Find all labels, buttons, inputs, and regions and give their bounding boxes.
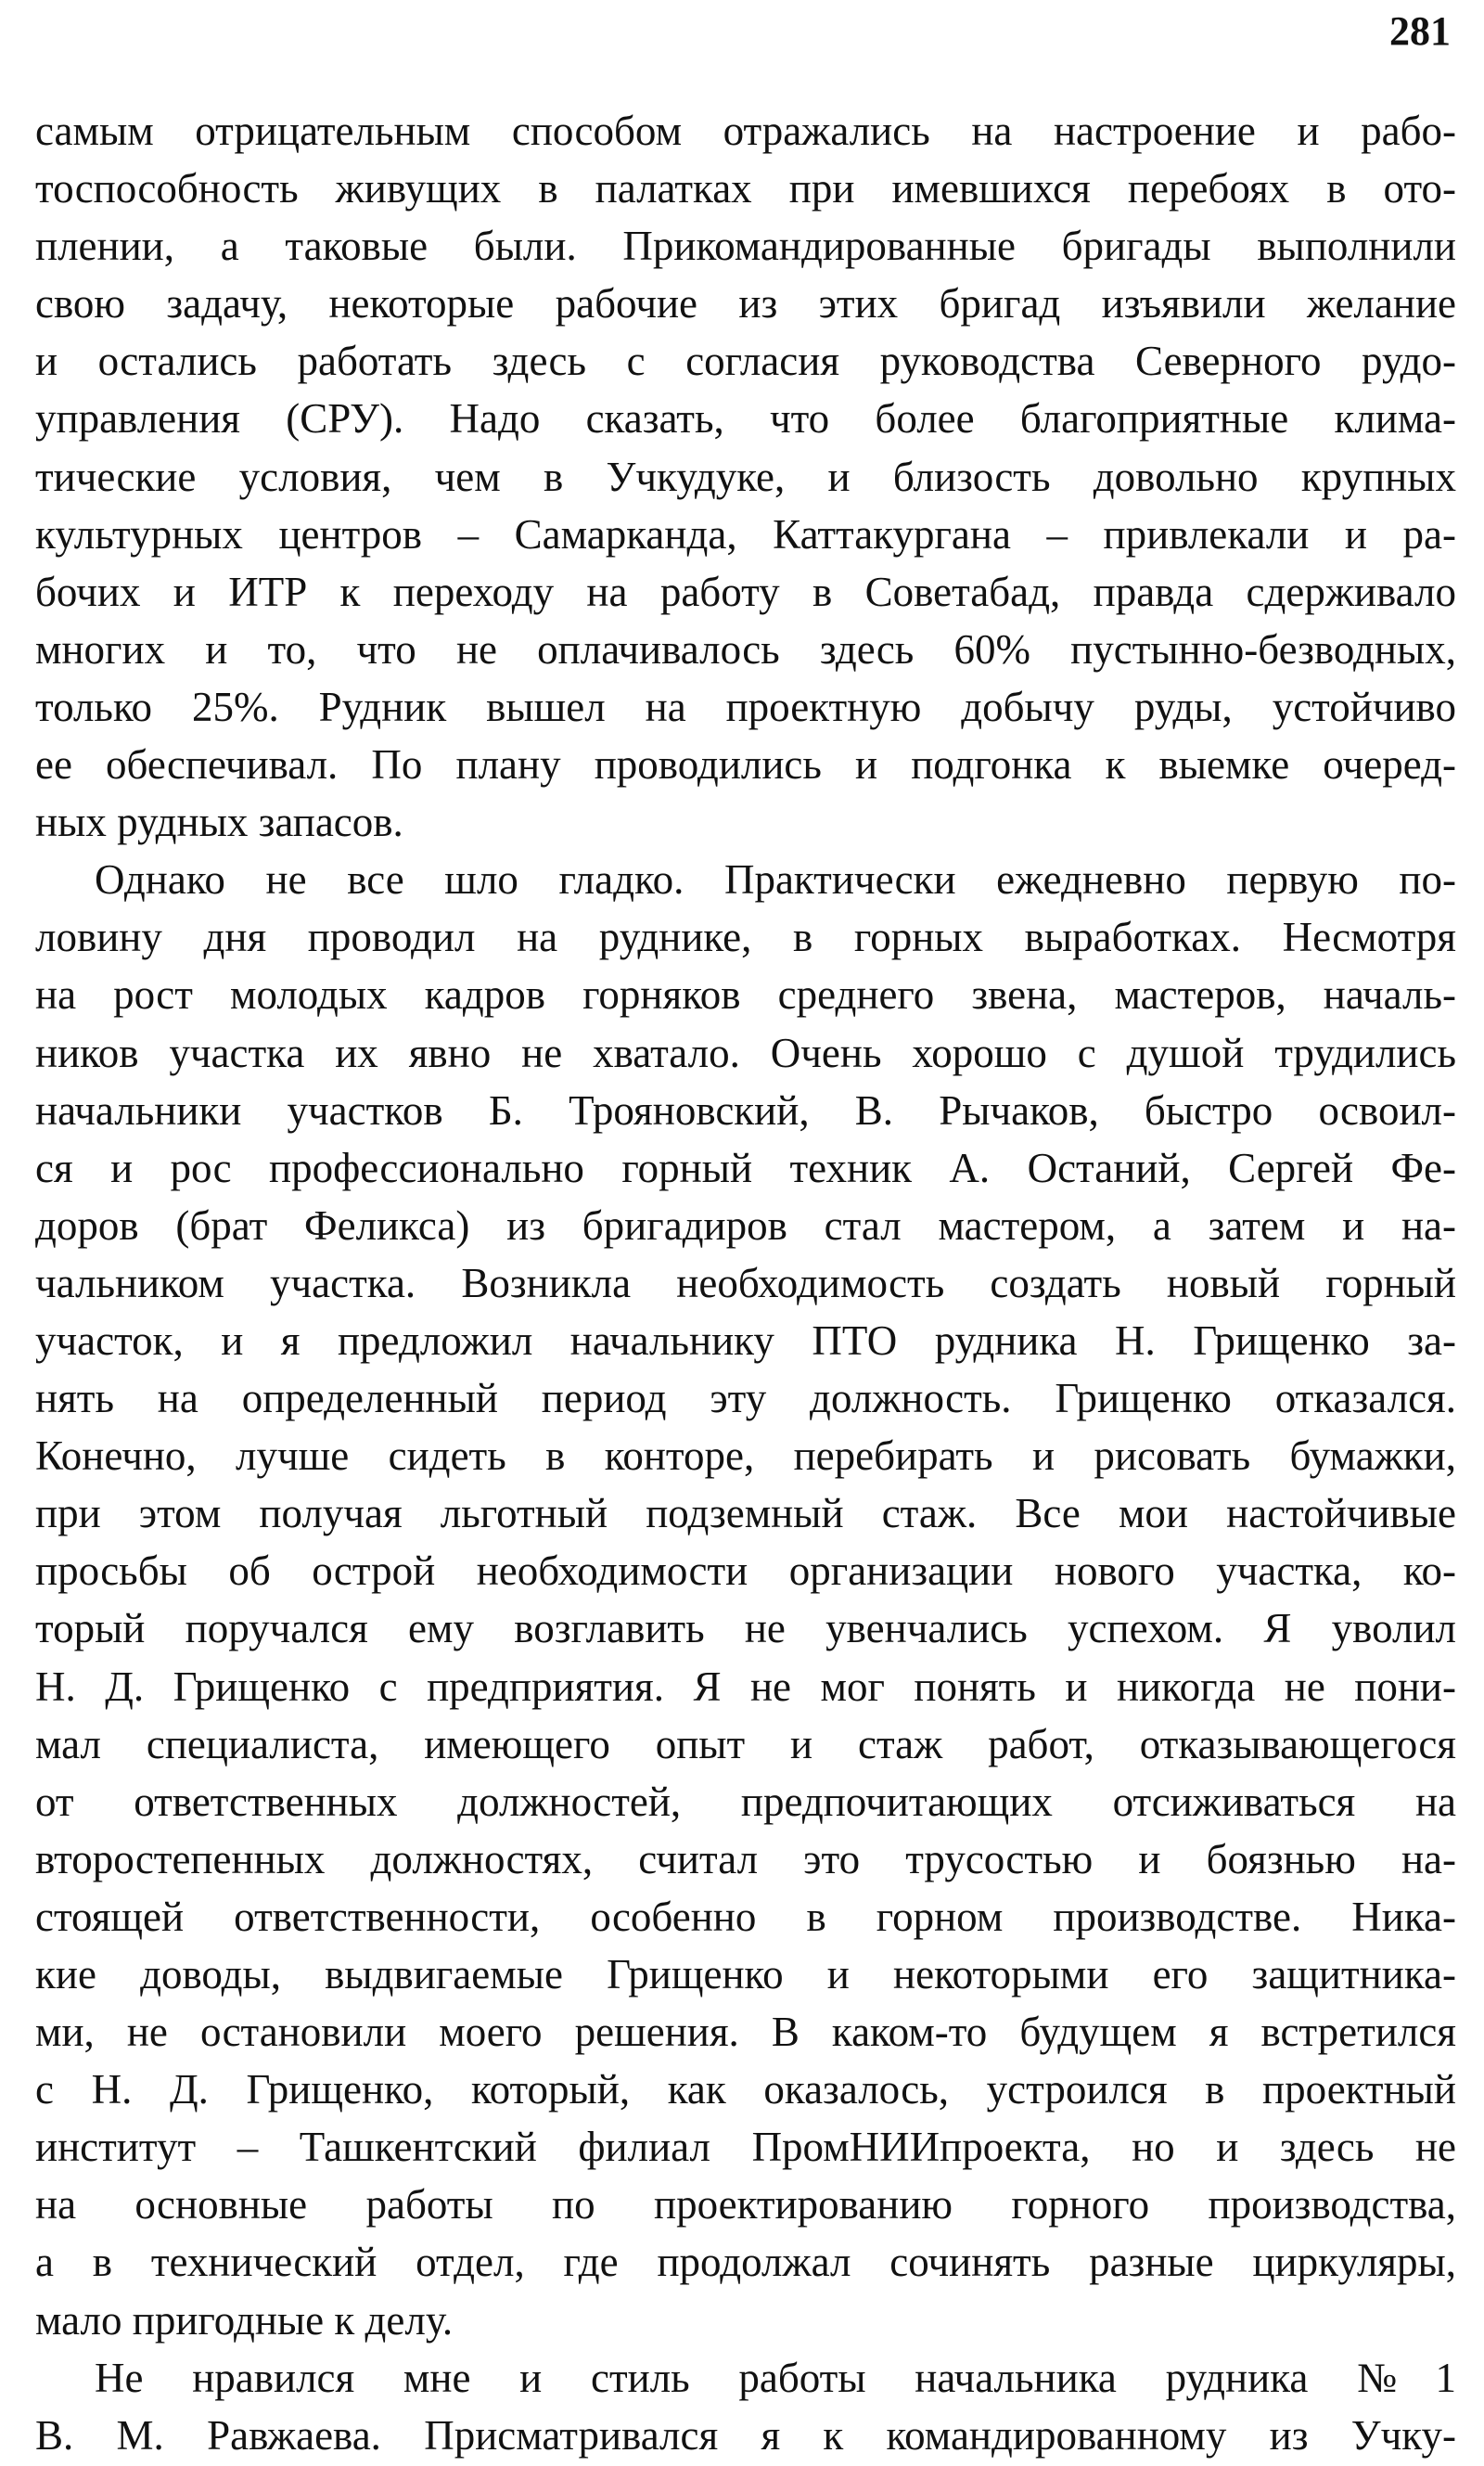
text-line: на рост молодых кадров горняков среднего звена, мастеров, началь- — [35, 971, 1456, 1019]
text-line: стоящей ответственности, особенно в горном производстве. Ника- — [35, 1893, 1456, 1940]
text-line: просьбы об острой необходимости организации нового участка, ко- — [35, 1548, 1456, 1595]
text-line: Не нравился мне и стиль работы начальника рудника №1 — [95, 2354, 1456, 2401]
text-line: начальники участков Б. Трояновский, В. Рычаков, быстро освоил- — [35, 1086, 1456, 1134]
text-line: торый поручался ему возглавить не увенчались успехом. Я уволил — [35, 1605, 1456, 1652]
text-line: управления (СРУ). Надо сказать, что более благоприятные клима- — [35, 395, 1456, 443]
text-line: нять на определенный период эту должность. Грищенко отказался. — [35, 1375, 1456, 1422]
text-line: мал специалиста, имеющего опыт и стаж работ, отказывающегося — [35, 1720, 1456, 1767]
text-line: Однако не все шло гладко. Практически ежедневно первую по- — [95, 856, 1456, 904]
text-line: с Н. Д. Грищенко, который, как оказалось, устроился в проектный — [35, 2066, 1456, 2113]
body-text — [35, 102, 1456, 2464]
text-line: чальником участка. Возникла необходимость создать новый горный — [35, 1259, 1456, 1306]
text-line: бочих и ИТР к переходу на работу в Советабад, правда сдерживало — [35, 568, 1456, 615]
text-line: при этом получая льготный подземный стаж. Все мои настойчивые — [35, 1490, 1456, 1537]
text-line: Н. Д. Грищенко с предприятия. Я не мог понять и никогда не пони- — [35, 1663, 1456, 1710]
text-line: ловину дня проводил на руднике, в горных выработках. Несмотря — [35, 914, 1456, 961]
text-line: плении, а таковые были. Прикомандированные бригады выполнили — [35, 223, 1456, 270]
text-line: ся и рос профессионально горный техник А. Останий, Сергей Фе- — [35, 1144, 1456, 1191]
text-line: а в технический отдел, где продолжал сочинять разные циркуляры, — [35, 2239, 1456, 2286]
text-line: многих и то, что не оплачивалось здесь 60% пустынно-безводных, — [35, 625, 1456, 673]
text-line: свою задачу, некоторые рабочие из этих бригад изъявили желание — [35, 280, 1456, 328]
text-line: второстепенных должностях, считал это трусостью и боязнью на- — [35, 1835, 1456, 1882]
text-line: доров (брат Феликса) из бригадиров стал мастером, а затем и на- — [35, 1201, 1456, 1249]
page-number: 281 — [1389, 8, 1451, 54]
text-line: тические условия, чем в Учкудуке, и близость довольно крупных — [35, 453, 1456, 500]
text-line: ее обеспечивал. По плану проводились и подгонка к выемке очеред- — [35, 741, 1456, 789]
text-line: институт – Ташкентский филиал ПромНИИпроекта, но и здесь не — [35, 2124, 1456, 2171]
text-line: только 25%. Рудник вышел на проектную добычу руды, устойчиво — [35, 683, 1456, 730]
text-line: культурных центров – Самарканда, Каттакургана – привлекали и ра- — [35, 510, 1456, 558]
text-line: ников участка их явно не хватало. Очень хорошо с душой трудились — [35, 1029, 1456, 1076]
text-line: участок, и я предложил начальнику ПТО рудника Н. Грищенко за- — [35, 1316, 1456, 1364]
text-line: В. М. Равжаева. Присматривался я к командированному из Учку- — [35, 2411, 1456, 2459]
text-line: самым отрицательным способом отражались на настроение и рабо- — [35, 108, 1456, 154]
text-line: кие доводы, выдвигаемые Грищенко и некоторыми его защитника- — [35, 1951, 1456, 1997]
text-line: от ответственных должностей, предпочитающих отсиживаться на — [35, 1778, 1456, 1825]
text-line: тоспособность живущих в палатках при имевшихся перебоях в ото- — [35, 165, 1456, 212]
text-line: Конечно, лучше сидеть в конторе, перебирать и рисовать бумажки, — [35, 1432, 1456, 1480]
text-line: мало пригодные к делу. — [35, 2296, 454, 2344]
text-line: на основные работы по проектированию горного производства, — [35, 2181, 1456, 2228]
text-line: ных рудных запасов. — [35, 799, 403, 846]
text-line: и остались работать здесь с согласия руководства Северного рудо- — [35, 338, 1456, 385]
text-line: ми, не остановили моего решения. В каком-то будущем я встретился — [35, 2009, 1456, 2056]
